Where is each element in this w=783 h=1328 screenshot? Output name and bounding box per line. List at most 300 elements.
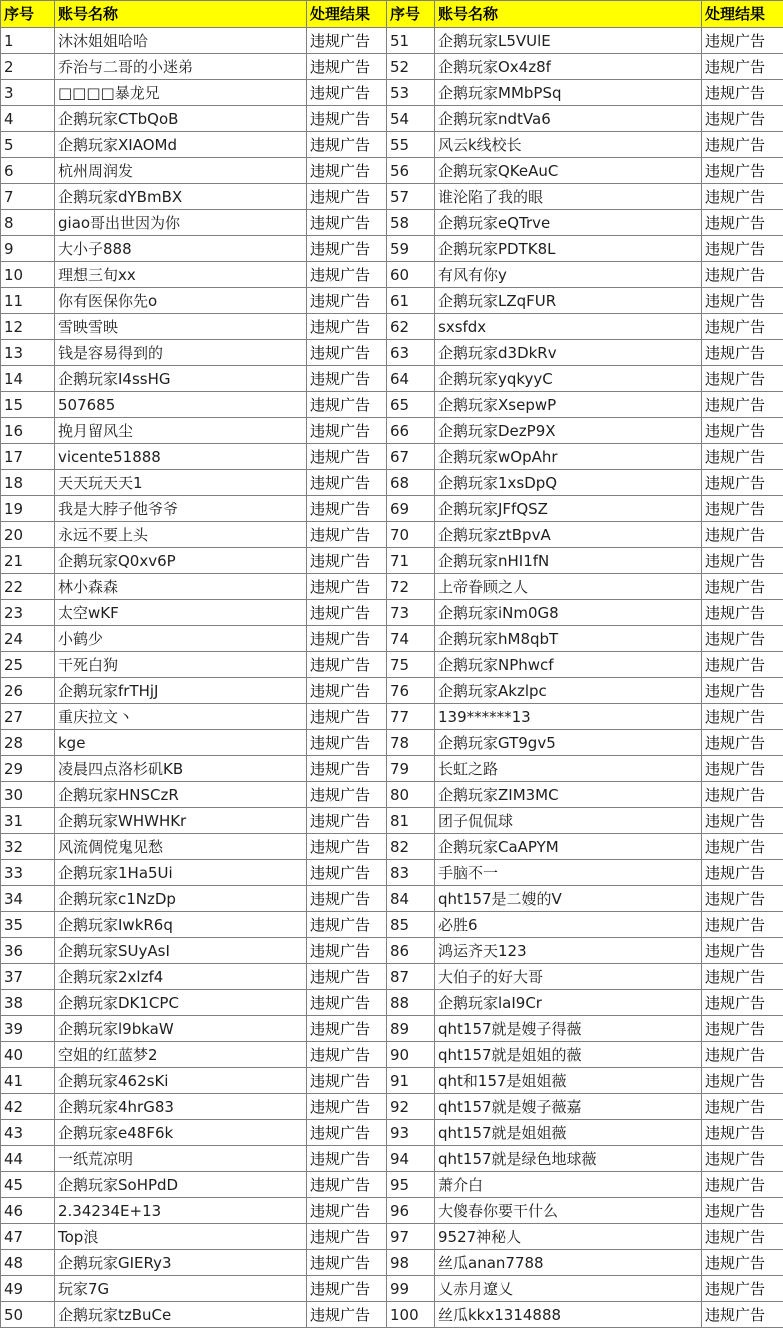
cell-result[interactable]: 违规广告: [307, 444, 387, 470]
cell-result-2[interactable]: 违规广告: [702, 1094, 783, 1120]
cell-result[interactable]: 违规广告: [307, 1250, 387, 1276]
cell-result-2[interactable]: 违规广告: [702, 54, 783, 80]
cell-serial-2[interactable]: 78: [387, 730, 435, 756]
cell-account-name[interactable]: 一纸荒凉明: [55, 1146, 307, 1172]
cell-serial[interactable]: 19: [1, 496, 55, 522]
cell-result[interactable]: 违规广告: [307, 1276, 387, 1302]
cell-result[interactable]: 违规广告: [307, 912, 387, 938]
cell-result-2[interactable]: 违规广告: [702, 340, 783, 366]
cell-result[interactable]: 违规广告: [307, 288, 387, 314]
cell-serial-2[interactable]: 86: [387, 938, 435, 964]
cell-account-name-2[interactable]: 长虹之路: [435, 756, 702, 782]
cell-result-2[interactable]: 违规广告: [702, 912, 783, 938]
cell-result[interactable]: 违规广告: [307, 262, 387, 288]
cell-serial[interactable]: 12: [1, 314, 55, 340]
cell-result-2[interactable]: 违规广告: [702, 418, 783, 444]
cell-serial[interactable]: 10: [1, 262, 55, 288]
cell-account-name[interactable]: giao哥出世因为你: [55, 210, 307, 236]
cell-serial[interactable]: 11: [1, 288, 55, 314]
cell-serial[interactable]: 49: [1, 1276, 55, 1302]
cell-serial-2[interactable]: 52: [387, 54, 435, 80]
cell-account-name[interactable]: 凌晨四点洛杉矶KB: [55, 756, 307, 782]
cell-serial-2[interactable]: 95: [387, 1172, 435, 1198]
cell-result-2[interactable]: 违规广告: [702, 158, 783, 184]
cell-result[interactable]: 违规广告: [307, 1198, 387, 1224]
cell-serial-2[interactable]: 82: [387, 834, 435, 860]
cell-account-name-2[interactable]: 企鹅玩家DezP9X: [435, 418, 702, 444]
cell-serial-2[interactable]: 64: [387, 366, 435, 392]
cell-account-name-2[interactable]: 9527神秘人: [435, 1224, 702, 1250]
cell-account-name-2[interactable]: 团子侃侃球: [435, 808, 702, 834]
cell-serial-2[interactable]: 91: [387, 1068, 435, 1094]
cell-account-name[interactable]: 507685: [55, 392, 307, 418]
cell-serial[interactable]: 14: [1, 366, 55, 392]
cell-account-name-2[interactable]: qht157就是绿色地球薇: [435, 1146, 702, 1172]
cell-result-2[interactable]: 违规广告: [702, 990, 783, 1016]
cell-account-name-2[interactable]: 丝瓜kkx1314888: [435, 1302, 702, 1328]
cell-serial-2[interactable]: 94: [387, 1146, 435, 1172]
cell-serial-2[interactable]: 92: [387, 1094, 435, 1120]
cell-account-name[interactable]: 林小森森: [55, 574, 307, 600]
cell-result[interactable]: 违规广告: [307, 990, 387, 1016]
cell-result-2[interactable]: 违规广告: [702, 1198, 783, 1224]
cell-account-name[interactable]: 企鹅玩家dYBmBX: [55, 184, 307, 210]
cell-account-name[interactable]: 企鹅玩家CTbQoB: [55, 106, 307, 132]
cell-result[interactable]: 违规广告: [307, 574, 387, 600]
cell-serial[interactable]: 37: [1, 964, 55, 990]
cell-account-name[interactable]: 企鹅玩家HNSCzR: [55, 782, 307, 808]
cell-account-name-2[interactable]: 企鹅玩家ndtVa6: [435, 106, 702, 132]
cell-result[interactable]: 违规广告: [307, 522, 387, 548]
cell-result[interactable]: 违规广告: [307, 730, 387, 756]
cell-result-2[interactable]: 违规广告: [702, 1068, 783, 1094]
cell-serial[interactable]: 18: [1, 470, 55, 496]
cell-serial-2[interactable]: 79: [387, 756, 435, 782]
cell-account-name-2[interactable]: 企鹅玩家d3DkRv: [435, 340, 702, 366]
cell-serial[interactable]: 15: [1, 392, 55, 418]
cell-result[interactable]: 违规广告: [307, 548, 387, 574]
cell-account-name-2[interactable]: qht157是二嫂的V: [435, 886, 702, 912]
cell-account-name-2[interactable]: 丝瓜anan7788: [435, 1250, 702, 1276]
cell-account-name-2[interactable]: 乂赤月遼乂: [435, 1276, 702, 1302]
cell-account-name-2[interactable]: 大傻春你要干什么: [435, 1198, 702, 1224]
cell-serial[interactable]: 23: [1, 600, 55, 626]
cell-account-name-2[interactable]: 上帝眷顾之人: [435, 574, 702, 600]
cell-result[interactable]: 违规广告: [307, 340, 387, 366]
cell-account-name-2[interactable]: sxsfdx: [435, 314, 702, 340]
cell-account-name[interactable]: Top浪: [55, 1224, 307, 1250]
cell-account-name-2[interactable]: 谁沦陷了我的眼: [435, 184, 702, 210]
cell-result[interactable]: 违规广告: [307, 1146, 387, 1172]
cell-result-2[interactable]: 违规广告: [702, 496, 783, 522]
cell-account-name-2[interactable]: 鸿运齐天123: [435, 938, 702, 964]
cell-account-name[interactable]: 空姐的红蓝梦2: [55, 1042, 307, 1068]
cell-account-name[interactable]: 企鹅玩家SoHPdD: [55, 1172, 307, 1198]
cell-serial-2[interactable]: 88: [387, 990, 435, 1016]
cell-result-2[interactable]: 违规广告: [702, 262, 783, 288]
cell-serial[interactable]: 28: [1, 730, 55, 756]
cell-serial-2[interactable]: 69: [387, 496, 435, 522]
cell-account-name-2[interactable]: qht157就是嫂子得薇: [435, 1016, 702, 1042]
cell-serial-2[interactable]: 68: [387, 470, 435, 496]
cell-result-2[interactable]: 违规广告: [702, 444, 783, 470]
cell-account-name[interactable]: 企鹅玩家2xlzf4: [55, 964, 307, 990]
cell-serial-2[interactable]: 98: [387, 1250, 435, 1276]
cell-serial-2[interactable]: 55: [387, 132, 435, 158]
cell-account-name-2[interactable]: 企鹅玩家1xsDpQ: [435, 470, 702, 496]
cell-serial-2[interactable]: 51: [387, 28, 435, 54]
cell-result[interactable]: 违规广告: [307, 834, 387, 860]
cell-result[interactable]: 违规广告: [307, 860, 387, 886]
cell-serial-2[interactable]: 89: [387, 1016, 435, 1042]
cell-account-name[interactable]: 挽月留风尘: [55, 418, 307, 444]
cell-serial[interactable]: 38: [1, 990, 55, 1016]
cell-result[interactable]: 违规广告: [307, 1094, 387, 1120]
cell-account-name[interactable]: 企鹅玩家IwkR6q: [55, 912, 307, 938]
cell-result-2[interactable]: 违规广告: [702, 548, 783, 574]
cell-account-name[interactable]: 企鹅玩家WHWHKr: [55, 808, 307, 834]
cell-result-2[interactable]: 违规广告: [702, 522, 783, 548]
cell-account-name[interactable]: 企鹅玩家SUyAsI: [55, 938, 307, 964]
cell-serial[interactable]: 42: [1, 1094, 55, 1120]
cell-serial[interactable]: 6: [1, 158, 55, 184]
cell-result-2[interactable]: 违规广告: [702, 756, 783, 782]
cell-account-name[interactable]: 企鹅玩家c1NzDp: [55, 886, 307, 912]
cell-serial-2[interactable]: 53: [387, 80, 435, 106]
cell-account-name[interactable]: 企鹅玩家e48F6k: [55, 1120, 307, 1146]
cell-account-name-2[interactable]: 企鹅玩家Akzlpc: [435, 678, 702, 704]
cell-serial[interactable]: 46: [1, 1198, 55, 1224]
cell-serial-2[interactable]: 59: [387, 236, 435, 262]
cell-result-2[interactable]: 违规广告: [702, 600, 783, 626]
cell-account-name-2[interactable]: 企鹅玩家CaAPYM: [435, 834, 702, 860]
cell-result-2[interactable]: 违规广告: [702, 808, 783, 834]
cell-serial[interactable]: 17: [1, 444, 55, 470]
cell-result[interactable]: 违规广告: [307, 184, 387, 210]
cell-result[interactable]: 违规广告: [307, 470, 387, 496]
cell-account-name[interactable]: 重庆拉文丶: [55, 704, 307, 730]
cell-result[interactable]: 违规广告: [307, 132, 387, 158]
cell-result[interactable]: 违规广告: [307, 80, 387, 106]
cell-result-2[interactable]: 违规广告: [702, 132, 783, 158]
cell-account-name[interactable]: 永远不要上头: [55, 522, 307, 548]
cell-account-name-2[interactable]: 企鹅玩家yqkyyC: [435, 366, 702, 392]
cell-result[interactable]: 违规广告: [307, 54, 387, 80]
cell-result[interactable]: 违规广告: [307, 210, 387, 236]
cell-serial-2[interactable]: 97: [387, 1224, 435, 1250]
cell-serial-2[interactable]: 57: [387, 184, 435, 210]
cell-serial[interactable]: 25: [1, 652, 55, 678]
cell-result-2[interactable]: 违规广告: [702, 626, 783, 652]
cell-account-name-2[interactable]: qht157就是嫂子薇嘉: [435, 1094, 702, 1120]
cell-result-2[interactable]: 违规广告: [702, 1172, 783, 1198]
cell-account-name-2[interactable]: 企鹅玩家Ox4z8f: [435, 54, 702, 80]
cell-serial-2[interactable]: 58: [387, 210, 435, 236]
cell-serial-2[interactable]: 83: [387, 860, 435, 886]
cell-account-name[interactable]: 钱是容易得到的: [55, 340, 307, 366]
cell-account-name-2[interactable]: 手脑不一: [435, 860, 702, 886]
cell-account-name-2[interactable]: 企鹅玩家PDTK8L: [435, 236, 702, 262]
cell-serial-2[interactable]: 84: [387, 886, 435, 912]
cell-serial[interactable]: 13: [1, 340, 55, 366]
cell-result-2[interactable]: 违规广告: [702, 652, 783, 678]
cell-account-name-2[interactable]: 139******13: [435, 704, 702, 730]
cell-account-name-2[interactable]: 企鹅玩家GT9gv5: [435, 730, 702, 756]
cell-result[interactable]: 违规广告: [307, 964, 387, 990]
cell-result-2[interactable]: 违规广告: [702, 964, 783, 990]
cell-serial[interactable]: 3: [1, 80, 55, 106]
cell-result-2[interactable]: 违规广告: [702, 782, 783, 808]
cell-result-2[interactable]: 违规广告: [702, 470, 783, 496]
cell-serial[interactable]: 50: [1, 1302, 55, 1328]
cell-result-2[interactable]: 违规广告: [702, 184, 783, 210]
cell-serial-2[interactable]: 80: [387, 782, 435, 808]
cell-result[interactable]: 违规广告: [307, 496, 387, 522]
cell-result-2[interactable]: 违规广告: [702, 1016, 783, 1042]
cell-serial-2[interactable]: 67: [387, 444, 435, 470]
cell-serial-2[interactable]: 93: [387, 1120, 435, 1146]
cell-result[interactable]: 违规广告: [307, 1068, 387, 1094]
cell-account-name[interactable]: 企鹅玩家DK1CPC: [55, 990, 307, 1016]
cell-result-2[interactable]: 违规广告: [702, 314, 783, 340]
cell-account-name-2[interactable]: 企鹅玩家eQTrve: [435, 210, 702, 236]
cell-serial[interactable]: 33: [1, 860, 55, 886]
cell-result[interactable]: 违规广告: [307, 366, 387, 392]
cell-serial-2[interactable]: 71: [387, 548, 435, 574]
cell-result-2[interactable]: 违规广告: [702, 1120, 783, 1146]
cell-result[interactable]: 违规广告: [307, 626, 387, 652]
cell-result-2[interactable]: 违规广告: [702, 106, 783, 132]
cell-result[interactable]: 违规广告: [307, 1016, 387, 1042]
cell-result-2[interactable]: 违规广告: [702, 1224, 783, 1250]
cell-result-2[interactable]: 违规广告: [702, 730, 783, 756]
cell-account-name[interactable]: 玩家7G: [55, 1276, 307, 1302]
cell-serial[interactable]: 16: [1, 418, 55, 444]
cell-serial[interactable]: 44: [1, 1146, 55, 1172]
cell-result[interactable]: 违规广告: [307, 106, 387, 132]
cell-account-name[interactable]: 企鹅玩家462sKi: [55, 1068, 307, 1094]
cell-serial[interactable]: 1: [1, 28, 55, 54]
cell-account-name[interactable]: 企鹅玩家l9bkaW: [55, 1016, 307, 1042]
cell-account-name[interactable]: 沐沐姐姐哈哈: [55, 28, 307, 54]
cell-account-name[interactable]: 雪映雪映: [55, 314, 307, 340]
cell-result[interactable]: 违规广告: [307, 756, 387, 782]
cell-account-name-2[interactable]: 企鹅玩家XsepwP: [435, 392, 702, 418]
cell-account-name-2[interactable]: qht157就是姐姐的薇: [435, 1042, 702, 1068]
cell-result[interactable]: 违规广告: [307, 28, 387, 54]
cell-result[interactable]: 违规广告: [307, 1224, 387, 1250]
cell-serial[interactable]: 4: [1, 106, 55, 132]
cell-serial-2[interactable]: 65: [387, 392, 435, 418]
cell-serial[interactable]: 27: [1, 704, 55, 730]
cell-serial-2[interactable]: 99: [387, 1276, 435, 1302]
cell-account-name[interactable]: 天天玩天天1: [55, 470, 307, 496]
cell-account-name-2[interactable]: 企鹅玩家ZIM3MC: [435, 782, 702, 808]
cell-result-2[interactable]: 违规广告: [702, 288, 783, 314]
cell-account-name[interactable]: kge: [55, 730, 307, 756]
cell-result[interactable]: 违规广告: [307, 704, 387, 730]
cell-account-name[interactable]: 企鹅玩家I4ssHG: [55, 366, 307, 392]
cell-result[interactable]: 违规广告: [307, 1172, 387, 1198]
cell-serial[interactable]: 8: [1, 210, 55, 236]
cell-serial-2[interactable]: 75: [387, 652, 435, 678]
cell-serial-2[interactable]: 70: [387, 522, 435, 548]
cell-account-name[interactable]: 企鹅玩家frTHjJ: [55, 678, 307, 704]
cell-serial[interactable]: 40: [1, 1042, 55, 1068]
cell-serial[interactable]: 32: [1, 834, 55, 860]
cell-serial-2[interactable]: 100: [387, 1302, 435, 1328]
cell-serial[interactable]: 30: [1, 782, 55, 808]
cell-serial[interactable]: 26: [1, 678, 55, 704]
cell-result[interactable]: 违规广告: [307, 938, 387, 964]
cell-account-name-2[interactable]: qht157就是姐姐薇: [435, 1120, 702, 1146]
cell-serial-2[interactable]: 61: [387, 288, 435, 314]
cell-result[interactable]: 违规广告: [307, 678, 387, 704]
cell-result[interactable]: 违规广告: [307, 1302, 387, 1328]
cell-serial[interactable]: 22: [1, 574, 55, 600]
cell-account-name[interactable]: 大小子888: [55, 236, 307, 262]
cell-serial[interactable]: 20: [1, 522, 55, 548]
cell-serial[interactable]: 34: [1, 886, 55, 912]
cell-serial-2[interactable]: 85: [387, 912, 435, 938]
cell-result-2[interactable]: 违规广告: [702, 1042, 783, 1068]
cell-result-2[interactable]: 违规广告: [702, 886, 783, 912]
cell-result[interactable]: 违规广告: [307, 158, 387, 184]
cell-serial[interactable]: 47: [1, 1224, 55, 1250]
cell-serial-2[interactable]: 74: [387, 626, 435, 652]
cell-account-name[interactable]: □□□□暴龙兄: [55, 80, 307, 106]
cell-account-name[interactable]: 乔治与二哥的小迷弟: [55, 54, 307, 80]
cell-result-2[interactable]: 违规广告: [702, 366, 783, 392]
cell-serial-2[interactable]: 73: [387, 600, 435, 626]
cell-result-2[interactable]: 违规广告: [702, 1276, 783, 1302]
cell-result[interactable]: 违规广告: [307, 1120, 387, 1146]
cell-result-2[interactable]: 违规广告: [702, 678, 783, 704]
cell-result[interactable]: 违规广告: [307, 782, 387, 808]
cell-result-2[interactable]: 违规广告: [702, 704, 783, 730]
cell-result[interactable]: 违规广告: [307, 392, 387, 418]
cell-account-name-2[interactable]: 企鹅玩家hM8qbT: [435, 626, 702, 652]
cell-account-name-2[interactable]: 风云k线校长: [435, 132, 702, 158]
cell-account-name-2[interactable]: qht和157是姐姐薇: [435, 1068, 702, 1094]
cell-serial[interactable]: 31: [1, 808, 55, 834]
cell-serial[interactable]: 24: [1, 626, 55, 652]
cell-result-2[interactable]: 违规广告: [702, 938, 783, 964]
cell-serial-2[interactable]: 54: [387, 106, 435, 132]
cell-serial-2[interactable]: 77: [387, 704, 435, 730]
cell-serial[interactable]: 21: [1, 548, 55, 574]
cell-account-name[interactable]: 杭州周润发: [55, 158, 307, 184]
cell-result-2[interactable]: 违规广告: [702, 210, 783, 236]
cell-account-name[interactable]: 干死白狗: [55, 652, 307, 678]
cell-account-name[interactable]: vicente51888: [55, 444, 307, 470]
cell-serial-2[interactable]: 76: [387, 678, 435, 704]
cell-account-name-2[interactable]: 企鹅玩家LZqFUR: [435, 288, 702, 314]
cell-serial-2[interactable]: 90: [387, 1042, 435, 1068]
cell-account-name-2[interactable]: 有风有你y: [435, 262, 702, 288]
cell-serial-2[interactable]: 96: [387, 1198, 435, 1224]
cell-serial[interactable]: 35: [1, 912, 55, 938]
cell-account-name-2[interactable]: 企鹅玩家iNm0G8: [435, 600, 702, 626]
cell-account-name-2[interactable]: 企鹅玩家JFfQSZ: [435, 496, 702, 522]
cell-account-name[interactable]: 企鹅玩家GIERy3: [55, 1250, 307, 1276]
cell-serial[interactable]: 5: [1, 132, 55, 158]
cell-serial-2[interactable]: 72: [387, 574, 435, 600]
cell-account-name-2[interactable]: 企鹅玩家MMbPSq: [435, 80, 702, 106]
cell-account-name[interactable]: 企鹅玩家Q0xv6P: [55, 548, 307, 574]
cell-account-name[interactable]: 小鹤少: [55, 626, 307, 652]
cell-account-name[interactable]: 2.34234E+13: [55, 1198, 307, 1224]
cell-serial[interactable]: 41: [1, 1068, 55, 1094]
cell-account-name[interactable]: 企鹅玩家4hrG83: [55, 1094, 307, 1120]
cell-account-name[interactable]: 理想三旬xx: [55, 262, 307, 288]
cell-account-name-2[interactable]: 企鹅玩家nHI1fN: [435, 548, 702, 574]
cell-result-2[interactable]: 违规广告: [702, 834, 783, 860]
cell-result[interactable]: 违规广告: [307, 886, 387, 912]
cell-serial-2[interactable]: 81: [387, 808, 435, 834]
cell-result-2[interactable]: 违规广告: [702, 392, 783, 418]
cell-serial[interactable]: 45: [1, 1172, 55, 1198]
cell-account-name[interactable]: 企鹅玩家1Ha5Ui: [55, 860, 307, 886]
cell-serial[interactable]: 7: [1, 184, 55, 210]
cell-result[interactable]: 违规广告: [307, 314, 387, 340]
cell-serial-2[interactable]: 62: [387, 314, 435, 340]
cell-result-2[interactable]: 违规广告: [702, 1302, 783, 1328]
cell-serial-2[interactable]: 56: [387, 158, 435, 184]
cell-serial[interactable]: 48: [1, 1250, 55, 1276]
cell-account-name-2[interactable]: 企鹅玩家QKeAuC: [435, 158, 702, 184]
cell-result[interactable]: 违规广告: [307, 600, 387, 626]
cell-result-2[interactable]: 违规广告: [702, 1146, 783, 1172]
cell-account-name[interactable]: 太空wKF: [55, 600, 307, 626]
cell-result-2[interactable]: 违规广告: [702, 1250, 783, 1276]
cell-serial[interactable]: 9: [1, 236, 55, 262]
cell-serial-2[interactable]: 60: [387, 262, 435, 288]
cell-account-name[interactable]: 我是大脖子他爷爷: [55, 496, 307, 522]
cell-result-2[interactable]: 违规广告: [702, 574, 783, 600]
cell-serial[interactable]: 43: [1, 1120, 55, 1146]
cell-result[interactable]: 违规广告: [307, 808, 387, 834]
cell-result[interactable]: 违规广告: [307, 418, 387, 444]
cell-account-name-2[interactable]: 必胜6: [435, 912, 702, 938]
cell-account-name[interactable]: 企鹅玩家XIAOMd: [55, 132, 307, 158]
cell-result-2[interactable]: 违规广告: [702, 28, 783, 54]
cell-result[interactable]: 违规广告: [307, 652, 387, 678]
cell-serial[interactable]: 39: [1, 1016, 55, 1042]
cell-account-name[interactable]: 企鹅玩家tzBuCe: [55, 1302, 307, 1328]
cell-result-2[interactable]: 违规广告: [702, 80, 783, 106]
cell-result[interactable]: 违规广告: [307, 236, 387, 262]
cell-serial[interactable]: 2: [1, 54, 55, 80]
cell-account-name-2[interactable]: 企鹅玩家L5VUlE: [435, 28, 702, 54]
cell-account-name[interactable]: 你有医保你先o: [55, 288, 307, 314]
cell-serial-2[interactable]: 87: [387, 964, 435, 990]
cell-serial[interactable]: 36: [1, 938, 55, 964]
cell-account-name-2[interactable]: 企鹅玩家laI9Cr: [435, 990, 702, 1016]
cell-account-name[interactable]: 风流倜傥鬼见愁: [55, 834, 307, 860]
cell-account-name-2[interactable]: 企鹅玩家wOpAhr: [435, 444, 702, 470]
cell-result[interactable]: 违规广告: [307, 1042, 387, 1068]
cell-account-name-2[interactable]: 企鹅玩家ztBpvA: [435, 522, 702, 548]
cell-serial-2[interactable]: 63: [387, 340, 435, 366]
cell-result-2[interactable]: 违规广告: [702, 236, 783, 262]
cell-serial[interactable]: 29: [1, 756, 55, 782]
cell-account-name-2[interactable]: 萧介白: [435, 1172, 702, 1198]
cell-result-2[interactable]: 违规广告: [702, 860, 783, 886]
cell-serial-2[interactable]: 66: [387, 418, 435, 444]
cell-account-name-2[interactable]: 大伯子的好大哥: [435, 964, 702, 990]
cell-account-name-2[interactable]: 企鹅玩家NPhwcf: [435, 652, 702, 678]
